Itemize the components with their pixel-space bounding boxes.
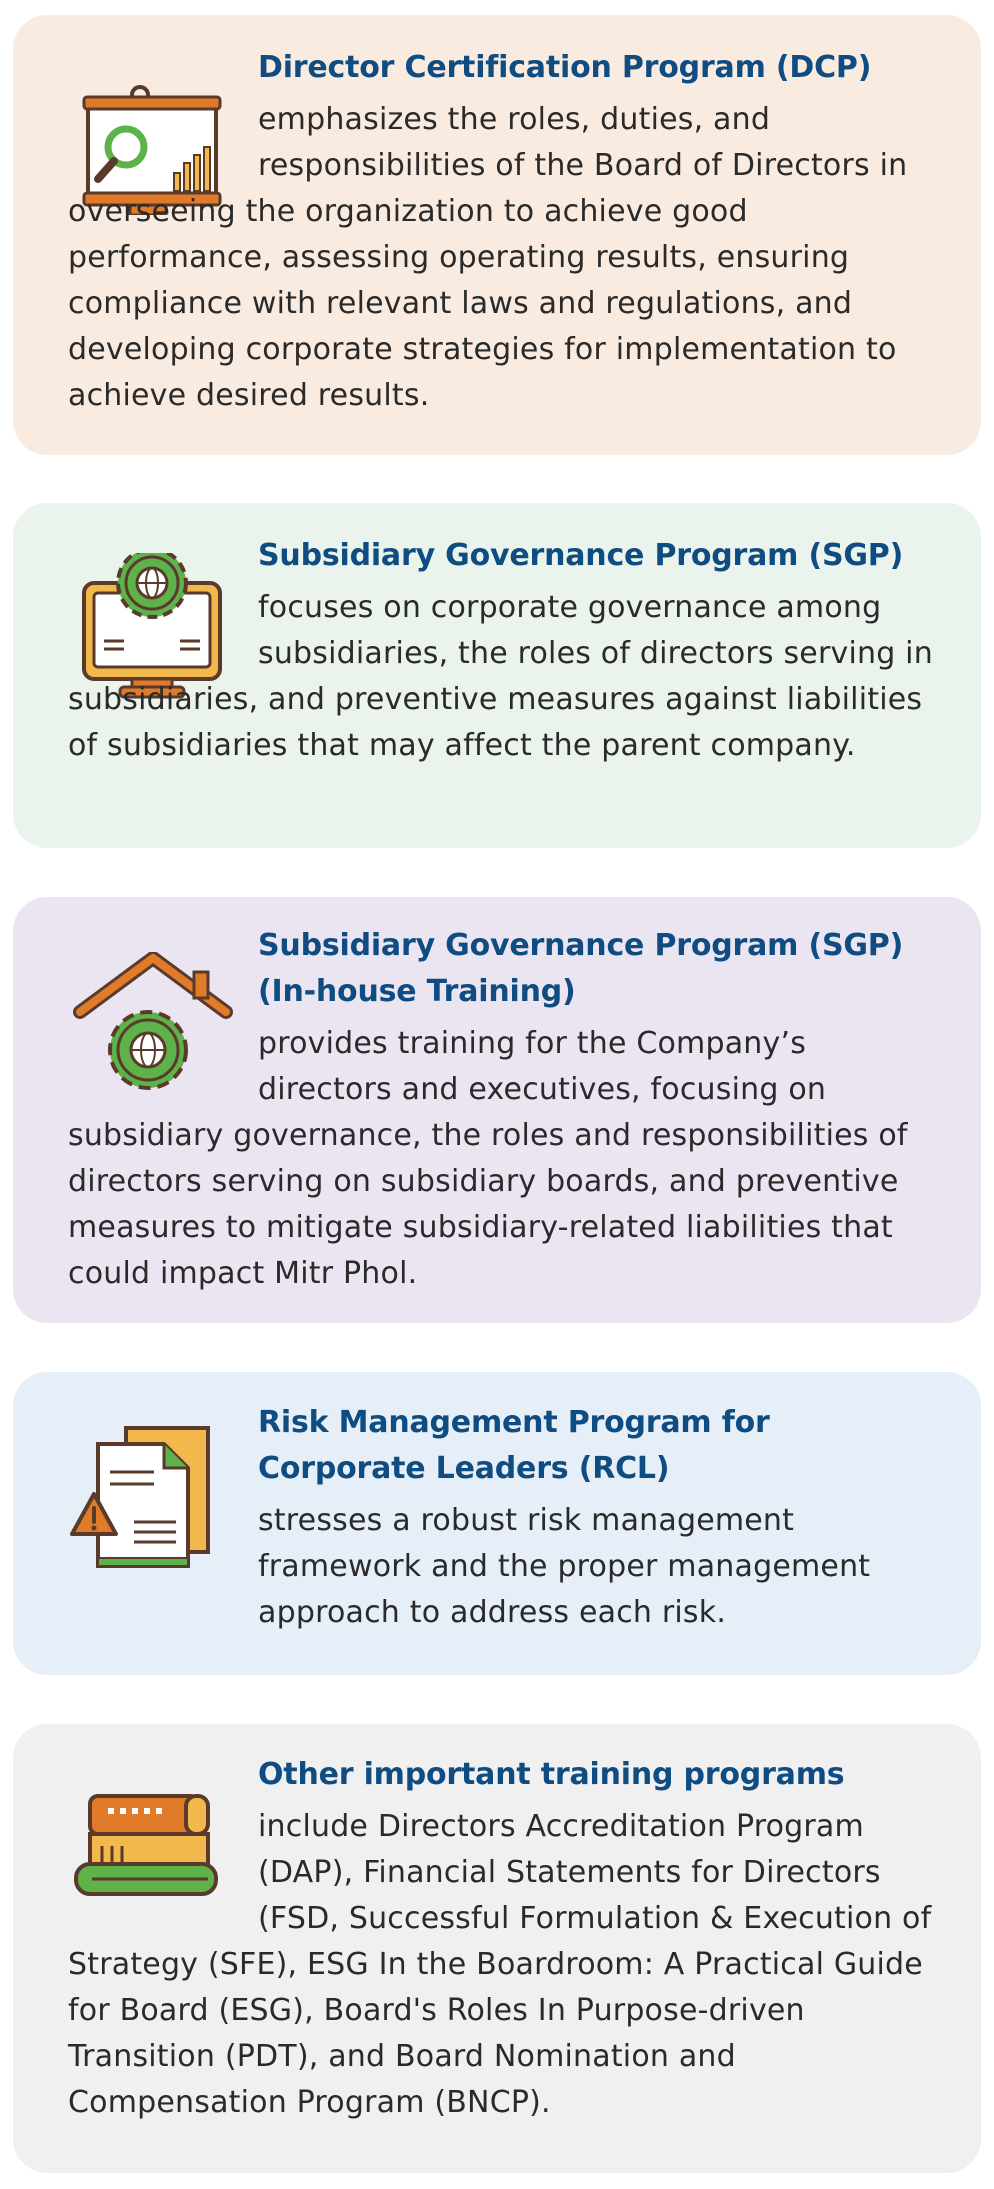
program-description: include Directors Accreditation Program (DAP), Financial Statements for Directors (FSD, Successful Formulation & Execution of Strategy (SFE), ESG In the Boardroom: A Practical Guide for Board (ESG), Board's Roles In Purpose-driven Transition (PDT), and Board Nomination and Compensation Program (BNCP). [68,1809,932,2120]
program-title: Director Certification Program (DCP) [258,50,872,85]
program-description: stresses a robust risk management framework and the proper management approach to address each risk. [258,1503,871,1630]
program-description: emphasizes the roles, duties, and responsibilities of the Board of Directors in overseeing the organization to achieve good performance, assessing operating results, ensuring compliance with relevant laws and regulations, and developing corporate strategies for implementation to achieve desired results. [68,102,908,413]
program-card-sgp [13,503,981,848]
program-card-rcl [13,1372,981,1675]
program-card-other [13,1724,981,2173]
program-description: focuses on corporate governance among subsidiaries, the roles of directors serving in subsidiaries, and preventive measures against liabilities of subsidiaries that may affect the parent company. [68,590,933,763]
program-card-dcp [13,15,981,455]
program-description: provides training for the Company’s directors and executives, focusing on subsidiary governance, the roles and responsibilities of directors serving on subsidiary boards, and preventive measures to mitigate subsidiary-related liabilities that could impact Mitr Phol. [68,1026,908,1291]
program-title: Subsidiary Governance Program (SGP) [258,538,904,573]
program-card-sgp-inhouse [13,897,981,1323]
program-title: Subsidiary Governance Program (SGP) (In-house Training) [258,928,904,1009]
program-title: Risk Management Program for Corporate Leaders (RCL) [258,1405,770,1486]
program-title: Other important training programs [258,1757,845,1792]
